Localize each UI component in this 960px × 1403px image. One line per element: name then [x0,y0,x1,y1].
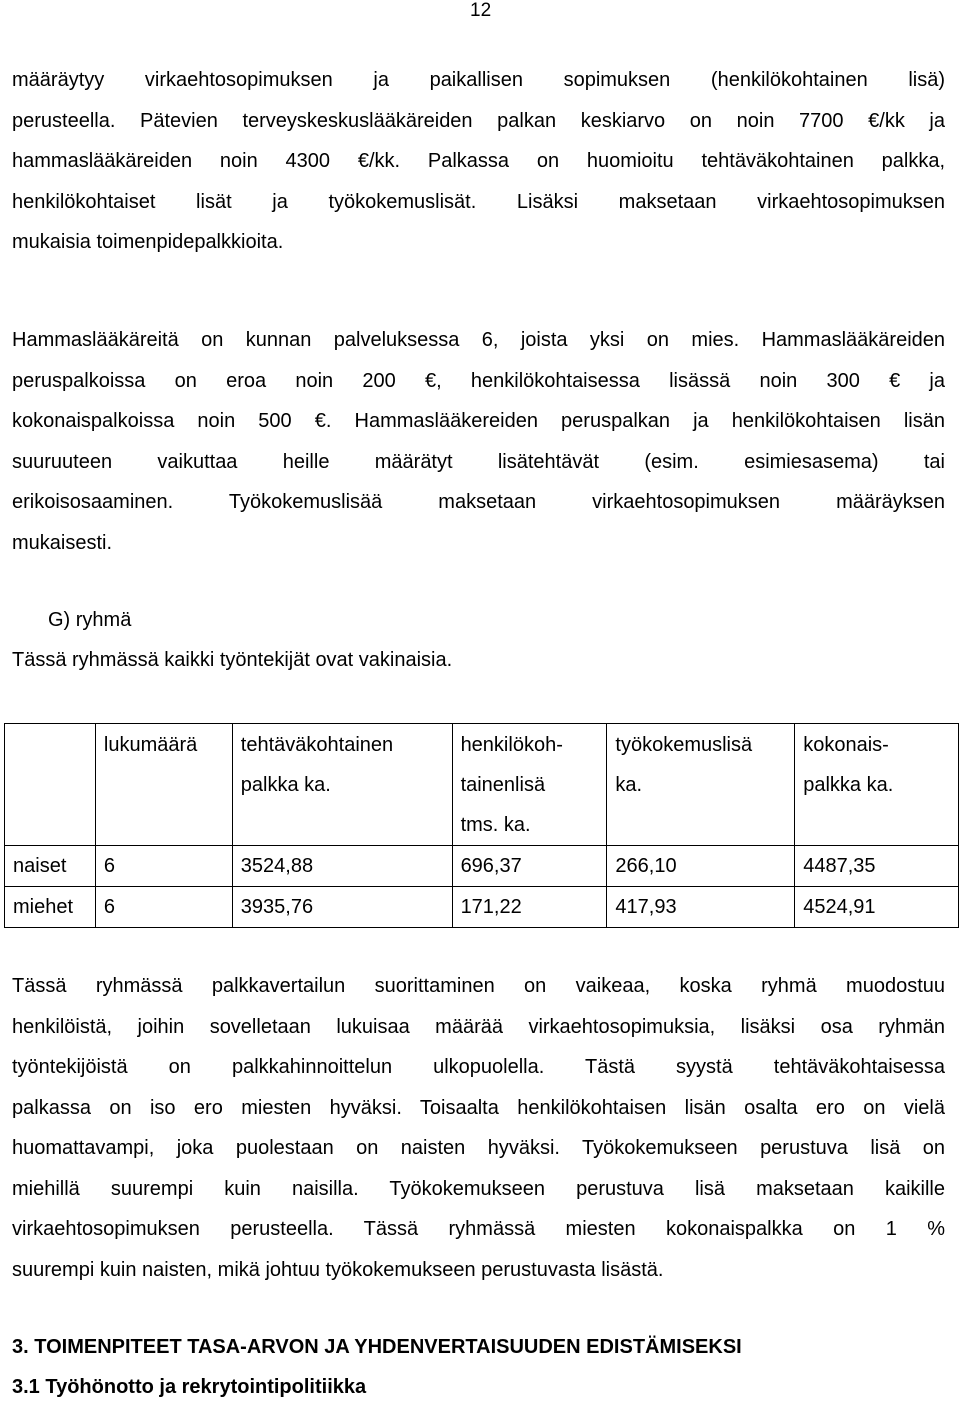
subsection-heading: 3.1 Työhönotto ja rekrytointipolitiikka [12,1376,367,1398]
header-line: kokonais- [803,734,889,756]
header-line: työkokemuslisä [615,734,753,756]
paragraph-dentists [12,320,945,563]
header-line: palkka ka. [240,774,331,796]
table-cell: 3935,76 [232,887,452,928]
text-line: erikoisosaaminen. Työkokemuslisää maksetaan virkaehtosopimuksen määräyksen [12,491,945,513]
text-line: suuruuteen vaikuttaa heille määrätyt lisätehtävät (esim. esimiesasema) tai [12,450,945,473]
table-cell: 3524,88 [232,846,452,887]
table-cell: 696,37 [452,846,607,887]
table-row [5,846,959,887]
table-cell: 6 [95,846,232,887]
text-line: suurempi kuin naisten, mikä johtuu työkokemukseen perustuvasta lisästä. [12,1258,664,1281]
table-cell: 4487,35 [795,846,959,887]
table-cell: naiset [5,846,96,887]
salary-table [4,723,959,928]
text-line: miehillä suurempi kuin naisilla. Työkokemukseen perustuva lisä maksetaan kaikille [12,1177,945,1200]
text-line: perusteella. Pätevien terveyskeskuslääkäreiden palkan keskiarvo on noin 7700 €/kk ja [12,109,945,132]
header-line: ka. [615,774,643,796]
header-cell-base-salary [232,724,452,846]
text-line: huomattavampi, joka puolestaan on naisten hyväksi. Työkokemukseen perustuva lisä on [12,1137,945,1159]
table-header-row [5,724,959,846]
text-line: määräytyy virkaehtosopimuksen ja paikallisen sopimuksen (henkilökohtainen lisä) [12,69,945,91]
header-line: tainenlisä [460,774,546,796]
text-line: hammaslääkäreiden noin 4300 €/kk. Palkassa on huomioitu tehtäväkohtainen palkka, [12,150,945,172]
text-line: peruspalkoissa on eroa noin 200 €, henkilökohtaisessa lisässä noin 300 € ja [12,369,945,392]
header-cell-personal-bonus [452,724,607,846]
table-cell: 6 [95,887,232,928]
text-line: Hammaslääkäreitä on kunnan palveluksessa 6, joista yksi on mies. Hammaslääkäreiden [12,329,945,351]
text-line: mukaisesti. [12,531,113,554]
table-cell: 417,93 [607,887,795,928]
header-line: palkka ka. [803,774,894,796]
table-cell: 266,10 [607,846,795,887]
header-line: lukumäärä [103,734,198,756]
paragraph-salary-basis [12,60,945,263]
header-cell-empty [5,724,96,846]
text-line: henkilökohtaiset lisät ja työkokemuslisät. Lisäksi maksetaan virkaehtosopimuksen [12,190,945,213]
section-heading: 3. TOIMENPITEET TASA-ARVON JA YHDENVERTAISUUDEN EDISTÄMISEKSI [12,1336,742,1358]
text-line: työntekijöistä on palkkahinnoittelun ulkopuolella. Tästä syystä tehtäväkohtaisessa [12,1056,945,1078]
group-heading: G) ryhmä [48,609,132,631]
text-line: palkassa on iso ero miesten hyväksi. Toisaalta henkilökohtaisen lisän osalta ero on vielä [12,1096,945,1119]
header-line: tehtäväkohtainen [240,734,394,756]
group-note: Tässä ryhmässä kaikki työntekijät ovat vakinaisia. [12,649,453,671]
header-cell-count [95,724,232,846]
paragraph-comparison [12,966,945,1290]
header-line: henkilökoh- [460,734,563,756]
table-cell: 4524,91 [795,887,959,928]
page-number: 12 [470,0,492,21]
header-line: tms. ka. [460,814,531,836]
table-cell: miehet [5,887,96,928]
text-line: Tässä ryhmässä palkkavertailun suorittaminen on vaikeaa, koska ryhmä muodostuu [12,975,945,997]
table-row [5,887,959,928]
table-cell: 171,22 [452,887,607,928]
text-line: mukaisia toimenpidepalkkioita. [12,231,284,253]
text-line: henkilöistä, joihin sovelletaan lukuisaa määrää virkaehtosopimuksia, lisäksi osa ryhmän [12,1015,945,1038]
header-cell-experience-bonus [607,724,795,846]
text-line: kokonaispalkoissa noin 500 €. Hammaslääkereiden peruspalkan ja henkilökohtaisen lisän [12,410,945,432]
header-cell-total-salary [795,724,959,846]
text-line: virkaehtosopimuksen perusteella. Tässä ryhmässä miesten kokonaispalkka on 1 % [12,1218,945,1240]
